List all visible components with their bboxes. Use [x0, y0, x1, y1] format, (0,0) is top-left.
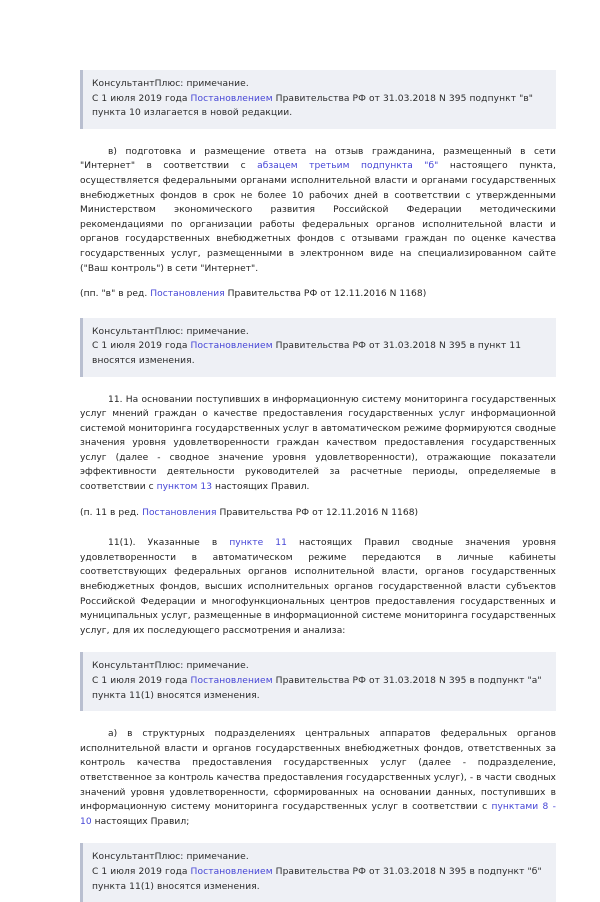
- note-4-text-after: Правительства РФ от 31.03.2018 N 395 в подпункт "б" пункта 11(1) вносятся изменения.: [92, 866, 542, 892]
- consultant-note-3: [80, 652, 556, 711]
- paragraph-11-link-punkt-13[interactable]: пунктом 13: [156, 482, 213, 493]
- source-v-part1: (пп. "в" в ред.: [80, 289, 151, 300]
- note-2-link-postanovleniem[interactable]: Постановлением: [190, 341, 273, 352]
- note-1-text-after: Правительства РФ от 31.03.2018 N 395 подпункт "в" пункта 10 излагается в новой редакции.: [92, 93, 534, 119]
- paragraph-v-link-abzac[interactable]: абзацем третьим подпункта "б": [257, 161, 439, 172]
- note-4-title: КонсультантПлюс: примечание.: [92, 852, 249, 863]
- note-3-text-after: Правительства РФ от 31.03.2018 N 395 в подпункт "а" пункта 11(1) вносятся изменения.: [92, 676, 542, 701]
- source-ref-11: [80, 506, 556, 521]
- source-11-part1: (п. 11 в ред.: [80, 507, 143, 518]
- paragraph-11-1: [80, 536, 556, 638]
- paragraph-a-link-punkty-8-10[interactable]: пунктами 8 - 10: [80, 802, 556, 827]
- source-11-part2: Правительства РФ от 12.11.2016 N 1168): [216, 507, 419, 518]
- paragraph-11-1-link-punkt-11[interactable]: пункте 11: [229, 538, 287, 549]
- consultant-note-2: [80, 318, 556, 377]
- note-4-link-postanovleniem[interactable]: Постановлением: [190, 866, 273, 877]
- paragraph-v-part2: настоящего пункта, осуществляется федеральными органами исполнительной власти и органами государственных внебюджетных фондов в срок не более 10 рабочих дней в соответствии с утвержденными Министерством экономического развития Российской Федерации методическими рекомендациями по организации работы федеральных органов исполнительной власти и органов государственных внебюджетных фондов с отзывами граждан по оценке качества государственных услуг, размещенными в электронном виде на специализированном сайте ("Ваш контроль") в сети "Интернет".: [80, 161, 556, 274]
- note-2-text-after: Правительства РФ от 31.03.2018 N 395 в пункт 11 вносятся изменения.: [92, 341, 522, 366]
- consultant-note-1: [80, 70, 556, 129]
- source-11-link-postanovleniya[interactable]: Постановления: [142, 507, 217, 518]
- note-1-title: КонсультантПлюс: примечание.: [92, 79, 249, 89]
- document-body: [80, 70, 556, 902]
- paragraph-subitem-v: [80, 145, 556, 276]
- note-1-link-postanovleniem[interactable]: Постановлением: [190, 93, 273, 104]
- paragraph-11-1-part1: 11(1). Указанные в: [108, 538, 230, 549]
- paragraph-a-part2: настоящих Правил;: [91, 816, 190, 827]
- note-2-text-before: С 1 июля 2019 года: [92, 341, 191, 352]
- paragraph-subitem-a: [80, 727, 556, 829]
- note-3-link-postanovleniem[interactable]: Постановлением: [190, 676, 273, 686]
- note-3-text-before: С 1 июля 2019 года: [92, 676, 191, 686]
- note-3-title: КонсультантПлюс: примечание.: [92, 661, 249, 672]
- paragraph-11-1-part2: настоящих Правил сводные значения уровня удовлетворенности в автоматическом режиме передаются в личные кабинеты соответствующих федеральных органов исполнительной власти, органов государственных внебюджетных фондов, высших исполнительных органов государственной власти субъектов Российской Федерации и многофункциональных центров предоставления государственных и муниципальных услуг, размещенные в информационной системе мониторинга государственных услуг, для их последующего рассмотрения и анализа:: [80, 538, 556, 636]
- consultant-note-4: [80, 843, 556, 902]
- note-2-title: КонсультантПлюс: примечание.: [92, 326, 249, 337]
- source-ref-v: [80, 287, 556, 302]
- note-1-text-before: С 1 июля 2019 года: [92, 93, 191, 104]
- paragraph-a-part1: а) в структурных подразделениях центральных аппаратов федеральных органов исполнительной власти и органов государственных внебюджетных фондов, ответственных за контроль качества предоставления государственных услуг (далее - подразделение, ответственное за контроль качества предоставления государственных услуг), - в части сводных значений уровня удовлетворенности, сформированных на основании данных, поступивших в информационную систему мониторинга государственных услуг в соответствии с: [80, 729, 556, 813]
- paragraph-11-part2: настоящих Правил.: [212, 482, 310, 493]
- source-v-link-postanovleniya[interactable]: Постановления: [150, 289, 225, 300]
- paragraph-11-part1: 11. На основании поступивших в информационную систему мониторинга государственных услуг мнений граждан о качестве предоставления государственных услуг информационной системой мониторинга государственных услуг в автоматическом режиме формируются сводные значения уровня удовлетворенности граждан качеством предоставления государственных услуг (далее - сводное значение уровня удовлетворенности), отражающие показатели эффективности деятельности руководителей за расчетные периоды, определяемые в соответствии с: [80, 394, 556, 493]
- source-v-part2: Правительства РФ от 12.11.2016 N 1168): [224, 289, 427, 300]
- paragraph-11: [80, 393, 556, 495]
- paragraph-v-part1: в) подготовка и размещение ответа на отзыв гражданина, размещенный в сети "Интернет" в соответствии с: [80, 146, 556, 172]
- note-4-text-before: С 1 июля 2019 года: [92, 866, 191, 877]
